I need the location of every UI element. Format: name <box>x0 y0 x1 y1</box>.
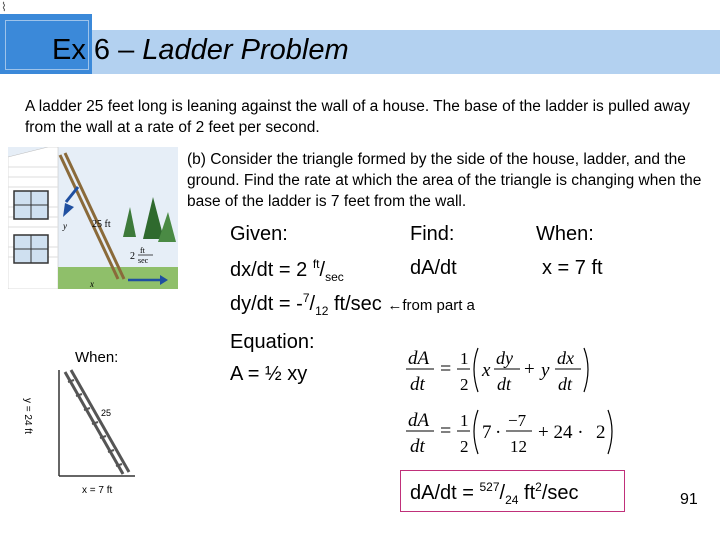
rate-number: 2 <box>130 251 135 262</box>
equation-value: A = ½ xy <box>230 363 308 385</box>
svg-text:−7: −7 <box>508 411 527 430</box>
svg-text:dx: dx <box>557 348 574 368</box>
svg-text:=: = <box>440 420 452 442</box>
svg-text:dt: dt <box>497 374 512 394</box>
svg-text:1: 1 <box>460 411 469 430</box>
dxdt-given: dx/dt = 2 $^{ft}/_{sec}$ <box>230 257 344 284</box>
derivative-formula <box>400 340 600 398</box>
part-b-statement: (b) Consider the triangle formed by the side of the house, ladder, and the ground. Find the rate at which the area of the triangle is changing when the base of the ladder is 7 feet from the wall. <box>187 151 702 210</box>
problem-statement: A ladder 25 feet long is leaning against the wall of a house. The base of the ladder is pulled away from the wall at a rate of 2 feet per second. <box>25 98 690 136</box>
svg-text:dt: dt <box>410 436 425 457</box>
find-label: Find: <box>410 223 455 245</box>
y-value-label: y = 24 ft <box>22 398 33 434</box>
svg-text:dt: dt <box>410 374 425 395</box>
find-value: dA/dt <box>410 257 457 279</box>
svg-text:+ 24 ·: + 24 · <box>538 422 584 443</box>
final-answer: $dA/dt = ^{527}/_{24}$ $ft^2/\sec$ <box>410 480 579 507</box>
from-part-a-note: ←from part a <box>387 297 475 314</box>
dydt-given: $dy/dt = -^7/_{12}$ ft/sec ←from part a <box>230 291 475 318</box>
svg-text:dy: dy <box>496 348 513 368</box>
svg-text:12: 12 <box>510 437 527 456</box>
when-label: When: <box>536 223 594 245</box>
svg-text:2: 2 <box>596 422 606 443</box>
rate-top: ft <box>140 246 145 255</box>
title-italic: Ladder Problem <box>142 34 349 66</box>
svg-text:+: + <box>524 359 535 380</box>
svg-text:dA: dA <box>408 348 430 369</box>
substituted-formula <box>400 402 620 460</box>
page-number: 91 <box>680 491 698 508</box>
svg-text:·: · <box>495 422 502 443</box>
svg-text:2: 2 <box>460 375 469 394</box>
diagram-ladder-label: 25 <box>101 408 112 418</box>
title-main: Ex 6 – <box>52 34 143 66</box>
when-value: x = 7 ft <box>542 257 603 279</box>
svg-text:x: x <box>482 360 491 381</box>
slide-title <box>52 34 349 67</box>
svg-text:=: = <box>440 358 452 380</box>
given-label: Given: <box>230 223 288 245</box>
svg-text:dA: dA <box>408 410 430 431</box>
ladder-length-label: 25 ft <box>92 219 111 230</box>
rate-bottom: sec <box>138 256 149 265</box>
house-ladder-illustration <box>8 147 178 289</box>
svg-text:2: 2 <box>460 437 469 456</box>
y-variable: y <box>63 221 67 231</box>
svg-text:7: 7 <box>482 422 492 443</box>
ladder-triangle-diagram <box>55 368 145 480</box>
svg-text:dt: dt <box>558 374 573 394</box>
x-variable: x <box>90 279 94 289</box>
x-value-label: x = 7 ft <box>82 485 113 496</box>
equation-label: Equation: <box>230 331 315 353</box>
corner-mark: ⌇ <box>1 0 7 14</box>
svg-text:y: y <box>541 360 550 381</box>
diagram-when-label: When: <box>75 349 119 366</box>
svg-text:1: 1 <box>460 349 469 368</box>
